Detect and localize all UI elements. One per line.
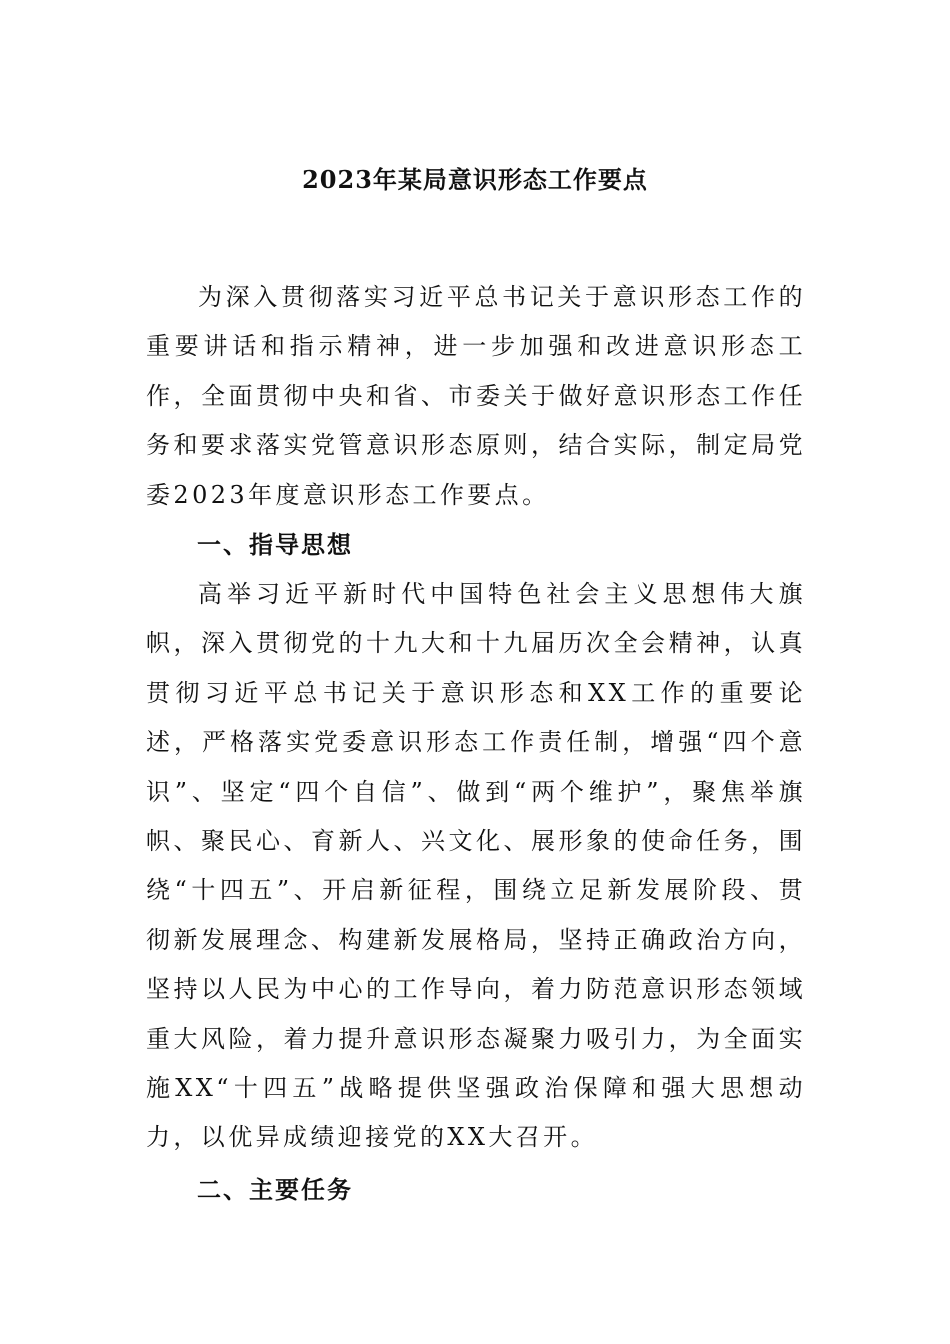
section-heading-main-tasks: 二、主要任务 [197, 1175, 353, 1204]
section-heading-guiding-ideology: 一、指导思想 [197, 530, 353, 559]
document-title: 2023年某局意识形态工作要点 [302, 165, 648, 194]
intro-paragraph: 为深入贯彻落实习近平总书记关于意识形态工作的重要讲话和指示精神，进一步加强和改进意识形态工作，全面贯彻中央和省、市委关于做好意识形态工作任务和要求落实党管意识形态原则，结合实际，制定局党委2023年度意识形态工作要点。 [146, 283, 806, 509]
guiding-ideology-paragraph: 高举习近平新时代中国特色社会主义思想伟大旗帜，深入贯彻党的十九大和十九届历次全会精神，认真贯彻习近平总书记关于意识形态和XX工作的重要论述，严格落实党委意识形态工作责任制，增强“四个意识”、坚定“四个自信”、做到“两个维护”，聚焦举旗帜、聚民心、育新人、兴文化、展形象的使命任务，围绕“十四五”、开启新征程，围绕立足新发展阶段、贯彻新发展理念、构建新发展格局，坚持正确政治方向，坚持以人民为中心的工作导向，着力防范意识形态领域重大风险，着力提升意识形态凝聚力吸引力，为全面实施XX“十四五”战略提供坚强政治保障和强大思想动力，以优异成绩迎接党的XX大召开。 [146, 580, 806, 1152]
